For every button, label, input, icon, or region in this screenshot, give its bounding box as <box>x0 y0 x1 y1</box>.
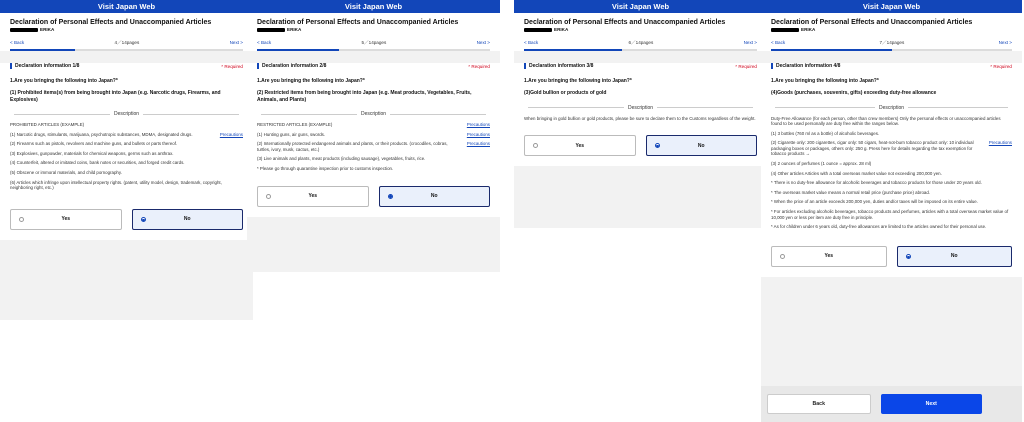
no-label: No <box>183 216 191 223</box>
declaration-panel-1 <box>0 0 255 320</box>
precautions-link[interactable]: Precautions <box>466 122 490 127</box>
back-link[interactable]: < Back <box>524 40 539 45</box>
section-label: Declaration information 4/8 <box>771 63 840 69</box>
redacted-block <box>771 28 799 32</box>
answer-options <box>771 230 1012 277</box>
no-label: No <box>950 253 958 260</box>
app-topbar: Visit Japan Web <box>761 0 1022 13</box>
description-text: (3) 2 ounces of perfumes (1 ounce = approx. 28 ml) <box>771 161 872 167</box>
pager-nav <box>524 40 757 46</box>
precautions-link[interactable]: Precautions <box>988 140 1012 146</box>
declaration-panel-2 <box>247 0 502 272</box>
back-link[interactable]: < Back <box>10 40 25 45</box>
progress-fill <box>771 49 892 51</box>
description-line <box>771 190 1012 196</box>
question-content <box>514 63 767 166</box>
precautions-link[interactable]: Precautions <box>466 131 490 137</box>
radio-selected-icon <box>388 194 393 199</box>
description-line <box>10 160 243 166</box>
description-text: (4) Counterfeit, altered or imitated coins, bank notes or securities, and forged credit cards. <box>10 160 185 166</box>
answer-options <box>10 191 243 240</box>
required-marker: * Required <box>468 63 490 69</box>
progress-bar <box>257 49 490 51</box>
next-link[interactable]: Next > <box>476 40 490 45</box>
required-marker: * Required <box>221 63 243 69</box>
no-option[interactable] <box>379 186 491 207</box>
section-label: Declaration information 2/8 <box>257 63 326 69</box>
description-text: (6) Articles which infringe upon intellectual property rights. (patent, utility model, design, trademark, copyright, neighboring right, etc.) <box>10 179 222 191</box>
section-label: Declaration information 3/8 <box>524 63 593 69</box>
no-option[interactable] <box>646 135 758 156</box>
description-text: (2) Internationally protected endangered animals and plants, or their products. (crocodiles, cobras, turtles, ivory, musk, cactus, etc.) <box>257 141 448 152</box>
precautions-link[interactable]: Precautions <box>219 131 243 137</box>
back-link[interactable]: < Back <box>257 40 272 45</box>
description-line <box>771 131 1012 137</box>
progress-bar <box>10 49 243 51</box>
app-topbar: Visit Japan Web <box>514 0 767 13</box>
yes-option[interactable] <box>524 135 636 156</box>
description-line <box>771 116 1012 127</box>
description-body <box>771 116 1012 230</box>
radio-selected-icon <box>141 217 146 222</box>
question-text: 1.Are you bringing the following into Japan?* <box>524 78 632 84</box>
description-text: (2) Cigarette only: 200 cigarettes, cigar only: 50 cigars, heat-not-burn tobacco product only: 10 individual packaging boxes or packages, others only: 250 g. Press here for details regarding the tax exemption for tobacco products → <box>771 140 974 157</box>
description-line <box>10 141 243 147</box>
description-line <box>257 156 490 162</box>
back-button[interactable]: Back <box>767 394 871 414</box>
description-text: * The overseas market value means a normal retail price (purchase price) abroad. <box>771 189 931 195</box>
description-line <box>771 199 1012 205</box>
description-text: (2) Firearms such as pistols, revolvers and machine guns, and bullets or parts thereof. <box>10 141 178 147</box>
app-topbar: Visit Japan Web <box>0 0 253 13</box>
description-body <box>10 122 243 191</box>
progress-bar <box>771 49 1012 51</box>
redacted-block <box>257 28 285 32</box>
no-option[interactable] <box>132 209 244 230</box>
description-text: * When the price of an article exceeds 200,000 yen, duties and/or taxes will be imposed on its entire value. <box>771 199 978 205</box>
yes-label: Yes <box>575 142 585 149</box>
bottom-nav <box>761 386 1022 422</box>
sub-question-text: (1) Prohibited items(s) from being brought into Japan (e.g. Narcotic drugs, Firearms, and Explosives) <box>10 90 221 103</box>
description-text: RESTRICTED ARTICLES (EXAMPLE) <box>257 122 333 127</box>
description-line <box>10 122 243 128</box>
yes-option[interactable] <box>257 186 369 207</box>
description-line <box>10 170 243 176</box>
page-counter: 6／14pages <box>628 40 654 45</box>
description-text: When bringing in gold bullion or gold products, please be sure to declare them to the Customs regardless of the weight. <box>524 115 756 121</box>
next-link[interactable]: Next > <box>998 40 1012 45</box>
description-text: Duty-Free Allowance (for each person, other than crew members) Only the personal effects or unaccompanied articles found to be used personally are duty free within the ranges below. <box>771 115 1001 127</box>
question-content <box>247 63 500 217</box>
description-text: PROHIBITED ARTICLES (EXAMPLE) <box>10 122 85 127</box>
radio-selected-icon <box>655 143 660 148</box>
description-text: (1) 3 bottles (760 ml as a bottle) of alcoholic beverages. <box>771 130 880 136</box>
next-link[interactable]: Next > <box>743 40 757 45</box>
declaration-panel-4 <box>761 0 1024 422</box>
description-text: (3) Explosives, gunpowder, materials for chemical weapons, germs such as anthrax. <box>10 150 174 156</box>
page-header <box>514 13 767 51</box>
description-text: * There is no duty-free allowance for alcoholic beverages and tobacco products for those under 20 years old. <box>771 180 982 186</box>
description-text: * For articles excluding alcoholic beverages, tobacco products and perfumes, articles with a total overseas market value of 10,000 yen or less per item are duty free in principle. <box>771 209 1009 220</box>
question-text: 1.Are you bringing the following into Japan?* <box>771 78 879 84</box>
description-line <box>257 122 490 128</box>
question-content <box>0 63 253 240</box>
no-option[interactable] <box>897 246 1013 267</box>
sub-question-text: (4)Goods (purchases, souvenirs, gifts) exceeding duty-free allowance <box>771 90 937 96</box>
user-name: ERIKA <box>10 27 243 32</box>
redacted-block <box>10 28 38 32</box>
description-line <box>771 180 1012 186</box>
page-counter: 4／14pages <box>114 40 140 45</box>
description-text: * As for children under 6 years old, duty-free allowances are limited to the articles owned for their personal use. <box>771 224 987 230</box>
page-header <box>247 13 500 51</box>
redacted-block <box>524 28 552 32</box>
progress-bar <box>524 49 757 51</box>
no-label: No <box>430 193 438 200</box>
radio-icon <box>780 254 785 259</box>
question-content <box>761 63 1022 277</box>
pager-nav <box>257 40 490 46</box>
radio-icon <box>266 194 271 199</box>
page-title: Declaration of Personal Effects and Unaccompanied Articles <box>771 19 973 26</box>
section-label: Declaration information 1/8 <box>10 63 79 69</box>
progress-fill <box>10 49 75 51</box>
yes-label: Yes <box>308 193 318 200</box>
description-heading: Description <box>524 105 757 111</box>
required-marker: * Required <box>990 63 1012 69</box>
yes-option[interactable] <box>771 246 887 267</box>
page-title: Declaration of Personal Effects and Unaccompanied Articles <box>524 19 726 26</box>
radio-selected-icon <box>906 254 911 259</box>
description-line <box>257 132 490 138</box>
description-line <box>10 180 243 191</box>
page-title: Declaration of Personal Effects and Unaccompanied Articles <box>257 19 459 26</box>
pager-nav <box>10 40 243 46</box>
app-topbar: Visit Japan Web <box>247 0 500 13</box>
description-line <box>771 161 1012 167</box>
description-line <box>771 171 1012 177</box>
user-name: ERIKA <box>257 27 490 32</box>
question-text: 1.Are you bringing the following into Japan?* <box>257 78 365 84</box>
next-link[interactable]: Next > <box>229 40 243 45</box>
description-text: (3) Live animals and plants, meat products (including sausage), vegetables, fruits, rice. <box>257 156 426 162</box>
sub-question-text: (3)Gold bullion or products of gold <box>524 90 607 96</box>
description-text: (4) Other articles Articles with a total overseas market value not exceeding 200,000 yen. <box>771 170 942 176</box>
description-text: (1) Narcotic drugs, stimulants, marijuana, psychotropic substances, MDMA, designated drugs. <box>10 131 193 137</box>
description-line <box>10 151 243 157</box>
yes-label: Yes <box>824 253 834 260</box>
description-heading: Description <box>257 111 490 117</box>
description-heading: Description <box>10 111 243 117</box>
page-counter: 7／14pages <box>879 40 905 45</box>
back-link[interactable]: < Back <box>771 40 786 45</box>
declaration-panel-3 <box>514 0 769 228</box>
next-button[interactable]: Next <box>881 394 983 414</box>
answer-options <box>257 172 490 217</box>
yes-label: Yes <box>61 216 71 223</box>
description-text: (1) Hunting guns, air guns, swords. <box>257 131 326 137</box>
description-line <box>524 116 757 122</box>
sub-question-text: (2) Restricted items from being brought into Japan (e.g. Meat products, Vegetables, Fruits, Animals, and Plants) <box>257 90 472 103</box>
description-line <box>771 140 1012 157</box>
answer-options <box>524 121 757 166</box>
description-line <box>771 209 1012 220</box>
description-text: (5) Obscene or immoral materials, and child pornography. <box>10 169 122 175</box>
yes-option[interactable] <box>10 209 122 230</box>
user-name: ERIKA <box>524 27 757 32</box>
description-heading: Description <box>771 105 1012 111</box>
page-header <box>0 13 253 51</box>
user-name: ERIKA <box>771 27 1012 32</box>
progress-fill <box>257 49 339 51</box>
question-text: 1.Are you bringing the following into Japan?* <box>10 78 118 84</box>
no-label: No <box>697 142 705 149</box>
required-marker: * Required <box>735 63 757 69</box>
description-line <box>10 132 243 138</box>
radio-icon <box>19 217 24 222</box>
page-header <box>761 13 1022 51</box>
description-line <box>257 141 490 152</box>
description-line <box>771 224 1012 230</box>
description-body <box>524 116 757 122</box>
description-body <box>257 122 490 172</box>
precautions-link[interactable]: Precautions <box>466 141 490 147</box>
page-title: Declaration of Personal Effects and Unaccompanied Articles <box>10 19 212 26</box>
progress-fill <box>524 49 622 51</box>
description-text: * Please go through quarantine inspection prior to customs inspection. <box>257 165 394 171</box>
page-counter: 5／14pages <box>361 40 387 45</box>
pager-nav <box>771 40 1012 46</box>
